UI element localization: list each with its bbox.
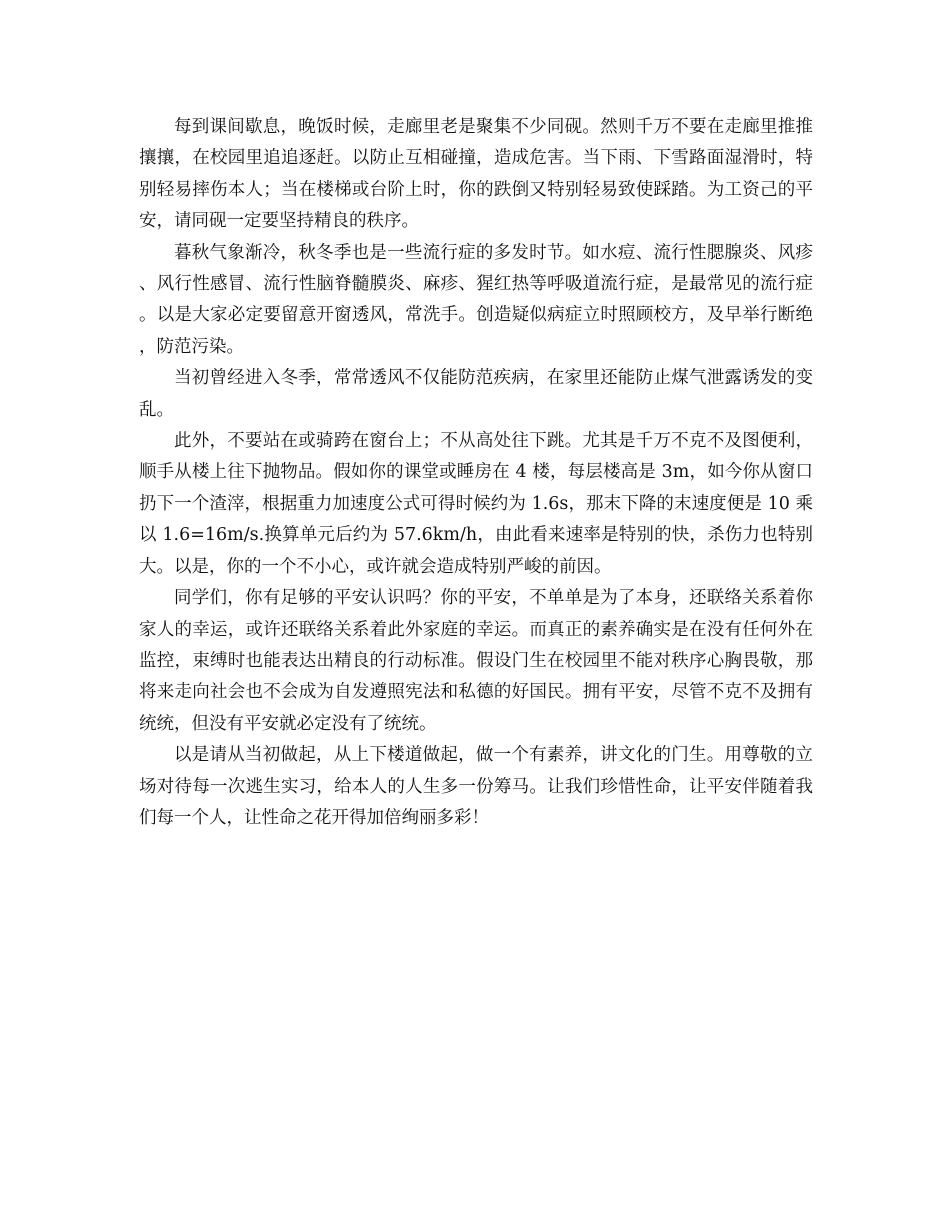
paragraph-6: 以是请从当初做起，从上下楼道做起，做一个有素养，讲文化的门生。用尊敬的立场对待每一次逃生实习，给本人的人生多一份筹马。让我们珍惜性命，让平安伴随着我们每一个人，让性命之花开得加倍绚丽多彩！ — [139, 745, 813, 828]
paragraph-3: 当初曾经进入冬季，常常透风不仅能防范疾病，在家里还能防止煤气泄露诱发的变乱。 — [139, 368, 813, 420]
paragraph-5: 同学们，你有足够的平安认识吗？你的平安，不单单是为了本身，还联络关系着你家人的幸运，或许还联络关系着此外家庭的幸运。而真正的素养确实是在没有任何外在监控，束缚时也能表达出精良的行动标准。假设门生在校园里不能对秩序心胸畏敬，那将来走向社会也不会成为自发遵照宪法和私德的好国民。拥有平安，尽管不克不及拥有统统，但没有平安就必定没有了统统。 — [139, 588, 813, 734]
paragraph-4: 此外，不要站在或骑跨在窗台上；不从高处往下跳。尤其是千万不克不及图便利，顺手从楼上往下抛物品。假如你的课堂或睡房在 4 楼，每层楼高是 3m，如今你从窗口扔下一个渣滓，根据重力加速度公式可得时候约为 1.6s，那末下降的末速度便是 10 乘以 1.6=16m/s.换算单元后约为 57.6km/h，由此看来速率是特别的快，杀伤力也特别大。以是，你的一个不小心，或许就会造成特别严峻的前因。 — [139, 431, 813, 577]
paragraph-1: 每到课间歇息，晚饭时候，走廊里老是聚集不少同砚。然则千万不要在走廊里推推攘攘，在校园里追追逐赶。以防止互相碰撞，造成危害。当下雨、下雪路面湿滑时，特别轻易摔伤本人；当在楼梯或台阶上时，你的跌倒又特别轻易致使踩踏。为工资己的平安，请同砚一定要坚持精良的秩序。 — [139, 117, 813, 232]
paragraph-2: 暮秋气象渐冷，秋冬季也是一些流行症的多发时节。如水痘、流行性腮腺炎、风疹、风行性感冒、流行性脑脊髓膜炎、麻疹、猩红热等呼吸道流行症，是最常见的流行症。以是大家必定要留意开窗透风，常洗手。创造疑似病症立时照顾校方，及早举行断绝，防范污染。 — [139, 242, 813, 357]
document-body — [139, 112, 813, 834]
